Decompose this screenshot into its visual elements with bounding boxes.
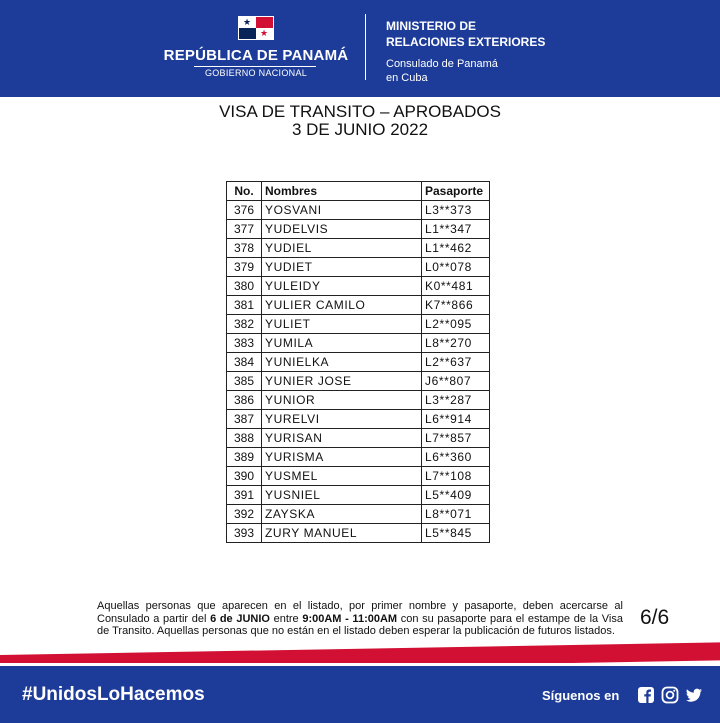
row-passport: K0**481 [422, 277, 490, 296]
header-divider [365, 14, 366, 80]
row-passport: L7**108 [422, 467, 490, 486]
row-passport: L8**270 [422, 334, 490, 353]
table-header-row [227, 182, 490, 201]
twitter-icon[interactable] [685, 686, 703, 704]
row-name: YUDIEL [262, 239, 422, 258]
row-number: 383 [227, 334, 262, 353]
row-name: YURISMA [262, 448, 422, 467]
row-number: 388 [227, 429, 262, 448]
campaign-hashtag: #UnidosLoHacemos [22, 684, 205, 705]
row-passport: L1**347 [422, 220, 490, 239]
header-banner [0, 0, 720, 97]
approved-visa-table [226, 181, 490, 543]
row-passport: L5**409 [422, 486, 490, 505]
row-name: YULIET [262, 315, 422, 334]
table-row [227, 353, 490, 372]
row-number: 376 [227, 201, 262, 220]
notice-text-2: entre [269, 612, 303, 625]
row-number: 377 [227, 220, 262, 239]
row-name: YURISAN [262, 429, 422, 448]
consulate-line-1: Consulado de Panamá [386, 58, 498, 70]
table-row [227, 277, 490, 296]
row-number: 392 [227, 505, 262, 524]
notice-date: 6 de JUNIO [210, 612, 270, 625]
row-name: YULEIDY [262, 277, 422, 296]
document-title: VISA DE TRANSITO – APROBADOS [219, 102, 501, 121]
ministry-line-2: RELACIONES EXTERIORES [386, 35, 546, 49]
row-name: YULIER CAMILO [262, 296, 422, 315]
row-number: 386 [227, 391, 262, 410]
table-row [227, 201, 490, 220]
row-passport: L2**637 [422, 353, 490, 372]
column-header-number: No. [227, 182, 262, 201]
row-passport: J6**807 [422, 372, 490, 391]
country-name: REPÚBLICA DE PANAMÁ [163, 47, 349, 64]
table-row [227, 467, 490, 486]
row-passport: L3**287 [422, 391, 490, 410]
row-number: 381 [227, 296, 262, 315]
row-name: YUNIOR [262, 391, 422, 410]
row-number: 393 [227, 524, 262, 543]
row-number: 390 [227, 467, 262, 486]
table-row [227, 315, 490, 334]
row-passport: L8**071 [422, 505, 490, 524]
table-row [227, 334, 490, 353]
row-name: YUMILA [262, 334, 422, 353]
row-number: 379 [227, 258, 262, 277]
row-number: 382 [227, 315, 262, 334]
table-row [227, 429, 490, 448]
table-body [227, 201, 490, 543]
facebook-icon[interactable] [637, 686, 655, 704]
table-row [227, 258, 490, 277]
row-passport: L7**857 [422, 429, 490, 448]
table-row [227, 220, 490, 239]
table-row [227, 410, 490, 429]
table-row [227, 239, 490, 258]
row-passport: L5**845 [422, 524, 490, 543]
row-name: YURELVI [262, 410, 422, 429]
row-name: YUDELVIS [262, 220, 422, 239]
table-row [227, 391, 490, 410]
row-name: YUNIER JOSE [262, 372, 422, 391]
row-passport: L6**360 [422, 448, 490, 467]
panama-flag-icon: ★ ★ [238, 16, 274, 40]
instagram-icon[interactable] [661, 686, 679, 704]
row-passport: L3**373 [422, 201, 490, 220]
government-label: GOBIERNO NACIONAL [204, 68, 308, 78]
row-passport: L6**914 [422, 410, 490, 429]
row-passport: L1**462 [422, 239, 490, 258]
table-row [227, 448, 490, 467]
row-name: YUDIET [262, 258, 422, 277]
notice-text-3: con su pasaporte para el estampe de la Visa de Transito. Aquellas personas que no están en el listado deben esperar la publicación de futuros listados. [97, 612, 623, 637]
row-number: 391 [227, 486, 262, 505]
row-number: 389 [227, 448, 262, 467]
page-indicator: 6/6 [640, 606, 670, 629]
table-row [227, 524, 490, 543]
row-number: 378 [227, 239, 262, 258]
ministry-line-1: MINISTERIO DE [386, 19, 477, 33]
instructions-notice [97, 600, 623, 638]
consulate-line-2: en Cuba [386, 72, 428, 84]
row-name: YOSVANI [262, 201, 422, 220]
row-number: 385 [227, 372, 262, 391]
row-passport: L2**095 [422, 315, 490, 334]
row-name: YUNIELKA [262, 353, 422, 372]
table-row [227, 372, 490, 391]
document-date: 3 DE JUNIO 2022 [291, 120, 429, 139]
column-header-names: Nombres [262, 182, 422, 201]
row-passport: K7**866 [422, 296, 490, 315]
footer-banner [0, 663, 720, 723]
row-name: ZAYSKA [262, 505, 422, 524]
notice-text-1: Aquellas personas que aparecen en el listado, por primer nombre y pasaporte, deben acercarse al Consulado a partir del [97, 600, 623, 625]
follow-us-label: Síguenos en [542, 688, 620, 703]
notice-time: 9:00AM - 11:00AM [302, 612, 398, 625]
column-header-passport: Pasaporte [422, 182, 490, 201]
header-rule [194, 66, 316, 67]
row-name: YUSMEL [262, 467, 422, 486]
table-row [227, 505, 490, 524]
row-passport: L0**078 [422, 258, 490, 277]
table-row [227, 486, 490, 505]
row-number: 380 [227, 277, 262, 296]
row-number: 387 [227, 410, 262, 429]
row-name: ZURY MANUEL [262, 524, 422, 543]
row-name: YUSNIEL [262, 486, 422, 505]
row-number: 384 [227, 353, 262, 372]
table-row [227, 296, 490, 315]
